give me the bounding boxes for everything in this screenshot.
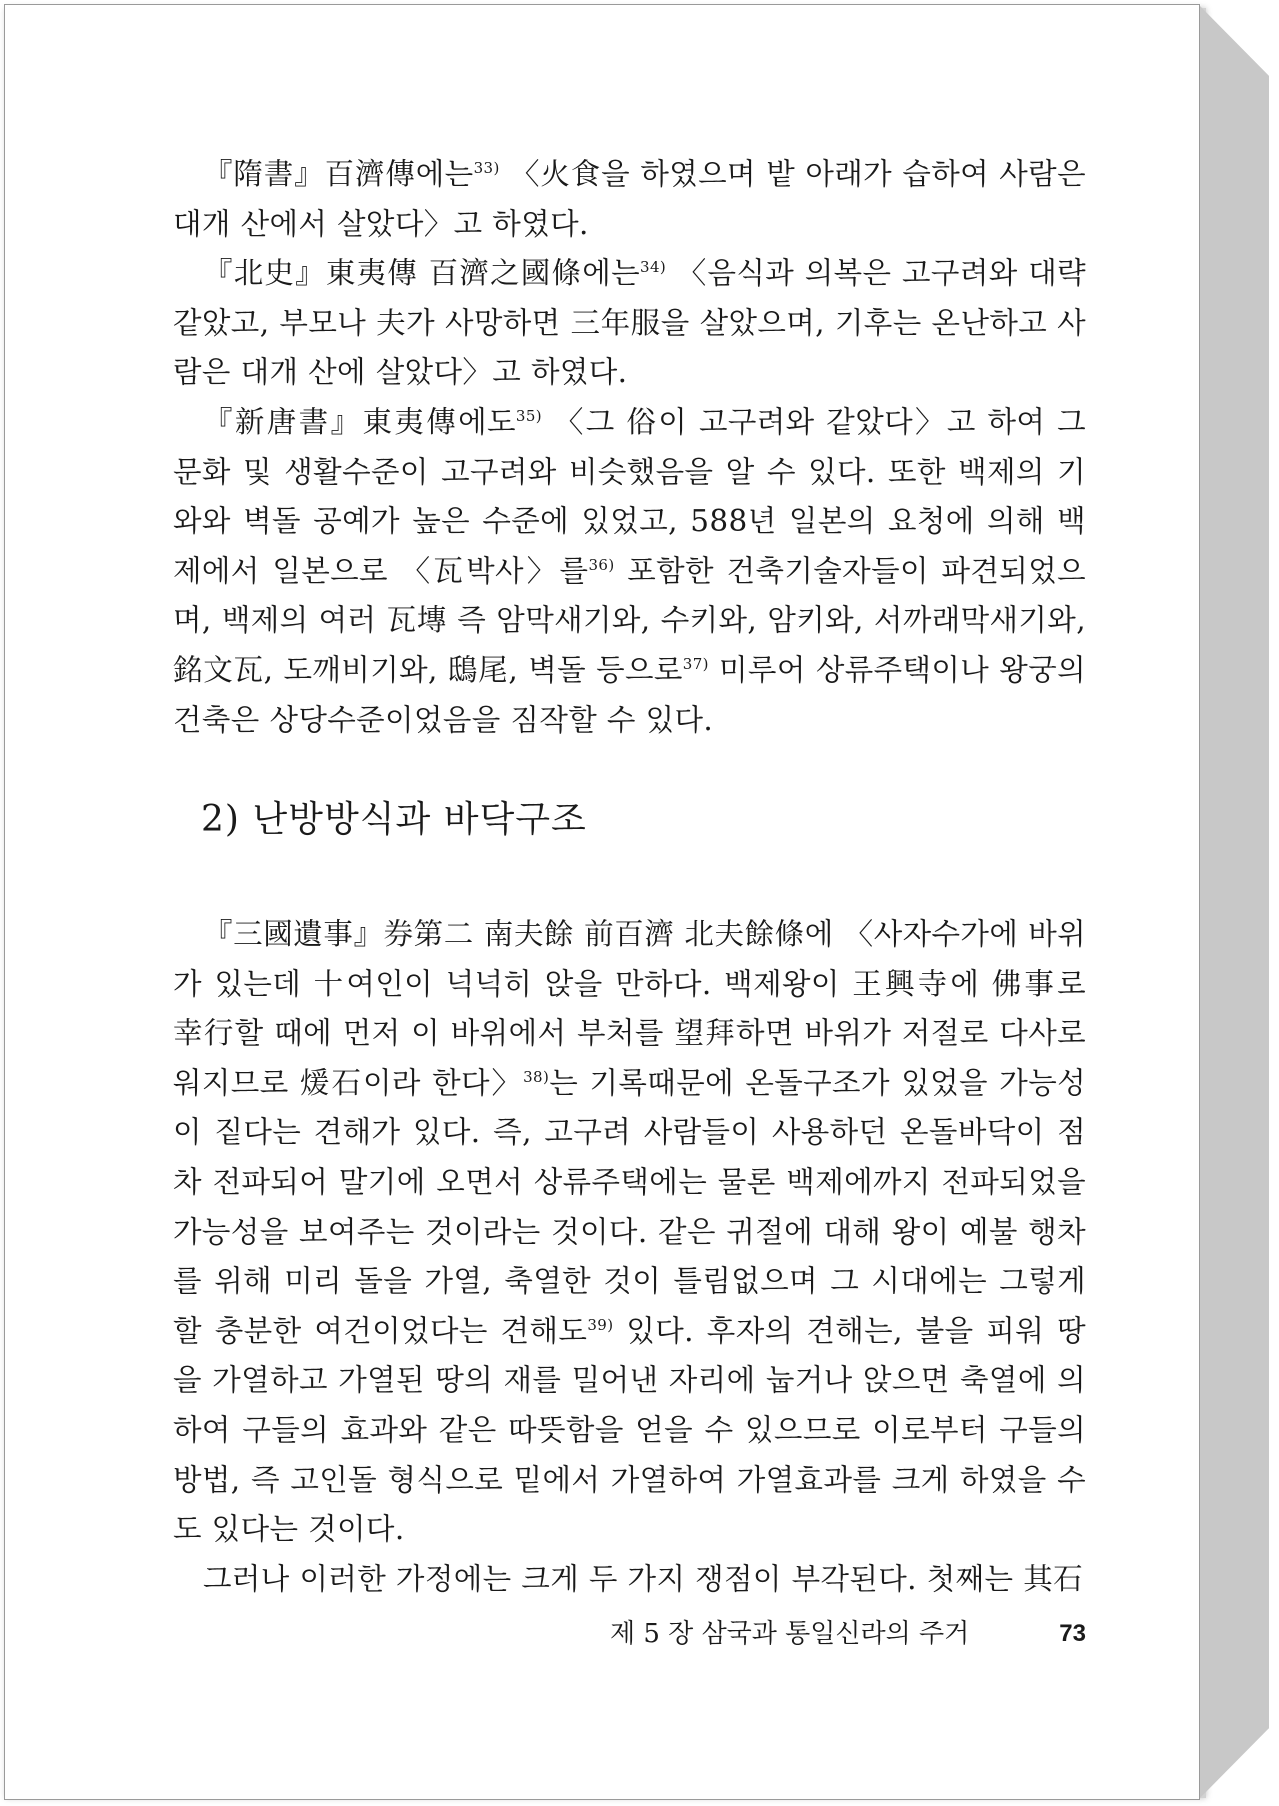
footnote-ref-37[interactable]: 37) <box>682 654 709 673</box>
running-head: 제 5 장 삼국과 통일신라의 주거 <box>610 1619 970 1649</box>
text-run: 『三國遺事』券第二 南夫餘 前百濟 北夫餘條에 〈사자수가에 바위가 있는데 十여인이 넉넉히 앉을 만하다. 백제왕이 王興寺에 佛事로 幸行할 때에 먼저 이 바위에서 부처를 望拜하면 바위가 저절로 다사로워지므로 煖石이라 한다〉 <box>173 917 1086 1100</box>
paragraph-bei-shi <box>173 249 1086 398</box>
text-run: 미루어 상류주택이나 왕궁의 건축은 상당수준이었음을 짐작할 수 있다. <box>173 652 1086 737</box>
paragraph-sui-shu <box>173 150 1086 249</box>
text-run: 〈火食을 하였으며 밭 아래가 습하여 사람은 대개 산에서 살았다〉고 하였다. <box>173 157 1086 241</box>
text-run: 『新唐書』東夷傳에도 <box>203 404 516 439</box>
footnote-ref-39[interactable]: 39) <box>587 1315 614 1334</box>
text-run: 〈그 俗이 고구려와 같았다〉고 하여 그 문화 및 생활수준이 고구려와 비슷했음을 알 수 있다. 또한 백제의 기와와 벽돌 공예가 높은 수준에 있었고, 588년 일본의 요청에 의해 백제에서 일본으로 〈瓦박사〉를 <box>173 404 1086 588</box>
footnote-ref-34[interactable]: 34) <box>640 258 667 277</box>
page-footer <box>610 1612 1086 1656</box>
section-2-text <box>173 910 1086 1604</box>
text-run: 는 기록때문에 온돌구조가 있었을 가능성이 짙다는 견해가 있다. 즉, 고구려 사람들이 사용하던 온돌바닥이 점차 전파되어 말기에 오면서 상류주택에는 물론 백제에까지 전파되었을 가능성을 보여주는 것이라는 것이다. 같은 귀절에 대해 왕이 예불 행차를 위해 미리 돌을 가열, 축열한 것이 틀림없으며 그 시대에는 그렇게 할 충분한 여건이었다는 견해도 <box>173 1065 1087 1348</box>
paragraph-samguk-yusa <box>173 910 1086 1555</box>
footnote-ref-36[interactable]: 36) <box>588 555 615 574</box>
text-run: 『北史』東夷傳 百濟之國條에는 <box>203 256 640 291</box>
text-run: 포함한 건축기술자들이 파견되었으며, 백제의 여러 瓦塼 즉 암막새기와, 수키와, 암키와, 서까래막새기와, 銘文瓦, 도깨비기와, 鴟尾, 벽돌 등으로 <box>173 553 1086 687</box>
section-heading: 2) 난방방식과 바닥구조 <box>201 799 587 840</box>
text-run: 그러나 이러한 가정에는 크게 두 가지 쟁점이 부각된다. 첫째는 其石 <box>203 1561 1083 1596</box>
footnote-ref-35[interactable]: 35) <box>515 406 543 425</box>
text-run: 『隋書』百濟傳에는 <box>203 157 474 191</box>
page-number: 73 <box>1059 1620 1086 1647</box>
section-1-text <box>173 150 1086 745</box>
text-run: 있다. 후자의 견해는, 불을 피워 땅을 가열하고 가열된 땅의 재를 밀어낸 자리에 눕거나 앉으면 축열에 의하여 구들의 효과와 같은 따뜻함을 얻을 수 있으므로 이로부터 구들의 방법, 즉 고인돌 형식으로 밑에서 가열하여 가열효과를 크게 하였을 수도 있다는 것이다. <box>173 1313 1086 1547</box>
page-edge <box>1198 4 1269 1800</box>
paragraph-however <box>173 1555 1086 1605</box>
book-page <box>4 4 1200 1800</box>
text-run: 〈음식과 의복은 고구려와 대략 같았고, 부모나 夫가 사망하면 三年服을 살았으며, 기후는 온난하고 사람은 대개 산에 살았다〉고 하였다. <box>173 256 1086 390</box>
footnote-ref-38[interactable]: 38) <box>523 1067 550 1086</box>
paragraph-xin-tang-shu <box>173 398 1086 745</box>
footnote-ref-33[interactable]: 33) <box>473 159 500 177</box>
